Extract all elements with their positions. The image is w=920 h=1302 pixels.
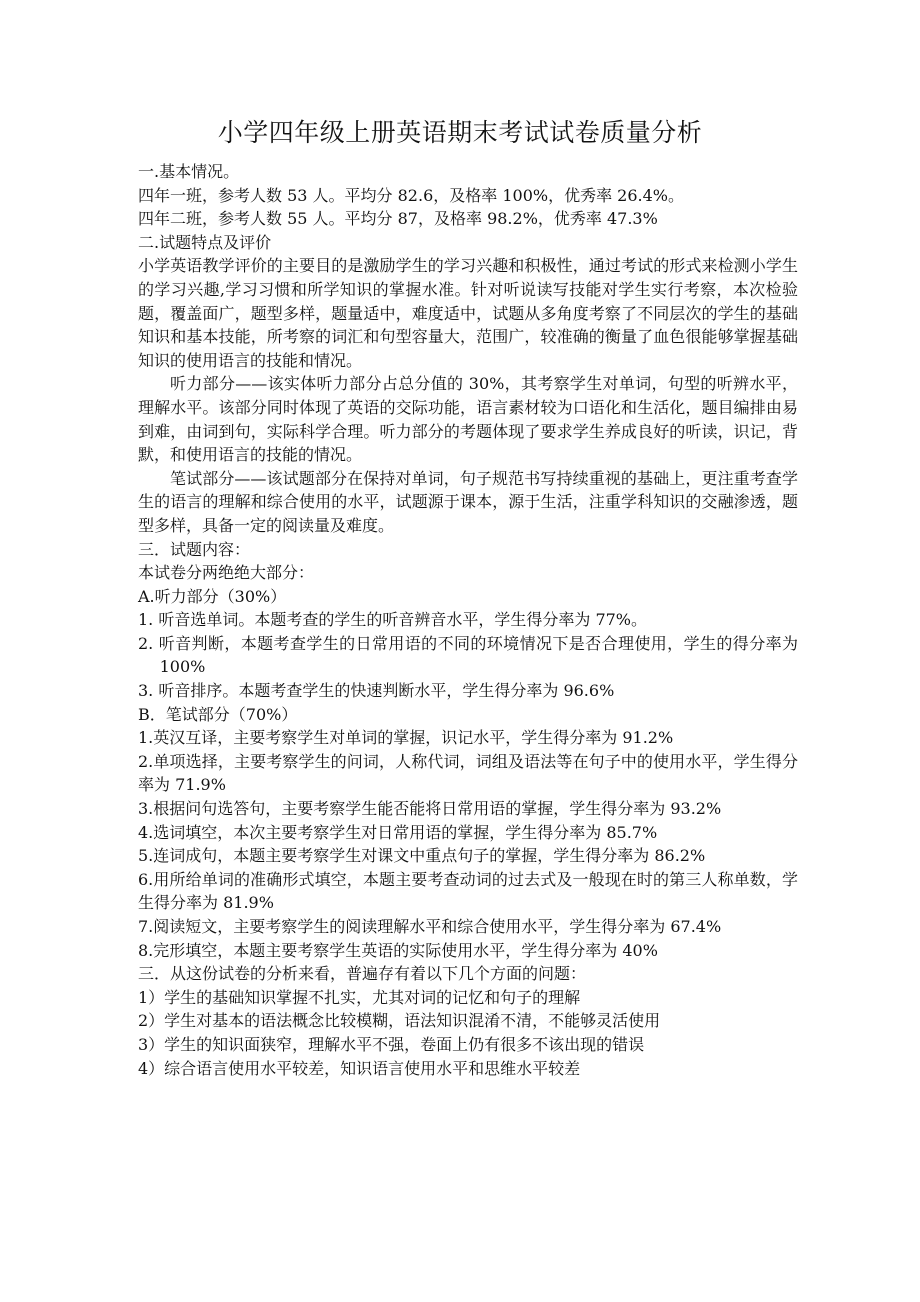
part-a-item: 3. 听音排序。本题考查学生的快速判断水平，学生得分率为 96.6%	[138, 681, 615, 701]
problems-heading: 三．从这份试卷的分析来看，普遍存有着以下几个方面的问题：	[138, 964, 587, 984]
problem-item: 1）学生的基础知识掌握不扎实，尤其对词的记忆和句子的理解	[138, 987, 581, 1007]
listening-part-paragraph: 听力部分——该实体听力部分占总分值的 30%，其考察学生对单词，句型的听辨水平，理解水平。该部分同时体现了英语的交际功能，语言素材较为口语化和生活化，题目编排由易到难，由词到句，实际科学合理。听力部分的考题体现了要求学生养成良好的听读，识记，背默，和使用语言的技能的情况。	[138, 374, 798, 465]
written-part-paragraph: 笔试部分——该试题部分在保持对单词，句子规范书写持续重视的基础上，更注重考查学生的语言的理解和综合使用的水平，试题源于课本，源于生活，注重学科知识的交融渗透，题型多样，具备一定的阅读量及难度。	[138, 468, 798, 535]
part-b-item: 1.英汉互译，主要考察学生对单词的掌握，识记水平，学生得分率为 91.2%	[138, 728, 674, 748]
part-b-heading: B．笔试部分（70%）	[138, 704, 298, 724]
part-b-item: 6.用所给单词的准确形式填空，本题主要考查动词的过去式及一般现在时的第三人称单数，学生得分率为 81.9%	[138, 869, 798, 913]
problem-item: 3）学生的知识面狭窄，理解水平不强，卷面上仍有很多不该出现的错误	[138, 1034, 645, 1054]
part-b-item: 3.根据问句选答句，主要考察学生能否能将日常用语的掌握，学生得分率为 93.2%	[138, 799, 722, 819]
section1-heading: 一.基本情况。	[138, 162, 240, 181]
part-b-item: 5.连词成句，本题主要考察学生对课文中重点句子的掌握，学生得分率为 86.2%	[138, 846, 706, 866]
part-b-item: 8.完形填空，本题主要考察学生英语的实际使用水平，学生得分率为 40%	[138, 940, 658, 960]
section3-heading: 三．试题内容：	[138, 539, 251, 559]
part-b-item: 7.阅读短文，主要考察学生的阅读理解水平和综合使用水平，学生得分率为 67.4%	[138, 917, 722, 936]
evaluation-intro-paragraph: 小学英语教学评价的主要目的是激励学生的学习兴趣和积极性，通过考试的形式来检测小学生的学习兴趣,学习习惯和所学知识的掌握水准。针对听说读写技能对学生实行考察，本次检验题，覆盖面广，题型多样，题量适中，难度适中，试题从多角度考察了不同层次的学生的基础知识和基本技能，所考察的词汇和句型容量大，范围广，较准确的衡量了血色很能够掌握基础知识的使用语言的技能和情况。	[138, 256, 798, 370]
class1-summary: 四年一班，参考人数 53 人。平均分 82.6，及格率 100%，优秀率 26.4%。	[138, 185, 684, 205]
part-b-item: 2.单项选择，主要考察学生的问词，人称代词，词组及语法等在句子中的使用水平，学生得分率为 71.9%	[138, 751, 798, 795]
class2-summary: 四年二班，参考人数 55 人。平均分 87，及格率 98.2%，优秀率 47.3%	[138, 209, 658, 229]
part-a-heading: A.听力部分（30%）	[138, 586, 287, 606]
section3-intro: 本试卷分两绝绝大部分：	[138, 563, 315, 583]
document-body	[138, 160, 798, 1080]
section2-heading: 二.试题特点及评价	[138, 232, 272, 252]
problem-item: 2）学生对基本的语法概念比较模糊，语法知识混淆不清，不能够灵活使用	[138, 1011, 661, 1031]
part-a-item: 1. 听音选单词。本题考查的学生的听音辨音水平，学生得分率为 77%。	[138, 610, 648, 630]
document-title: 小学四年级上册英语期末考试试卷质量分析	[217, 118, 703, 147]
problem-item: 4）综合语言使用水平较差，知识语言使用水平和思维水平较差	[138, 1058, 581, 1078]
part-b-item: 4.选词填空，本次主要考察学生对日常用语的掌握，学生得分率为 85.7%	[138, 822, 658, 842]
part-a-item: 2. 听音判断，本题考查学生的日常用语的不同的环境情况下是否合理使用，学生的得分率为 100%	[138, 633, 798, 677]
